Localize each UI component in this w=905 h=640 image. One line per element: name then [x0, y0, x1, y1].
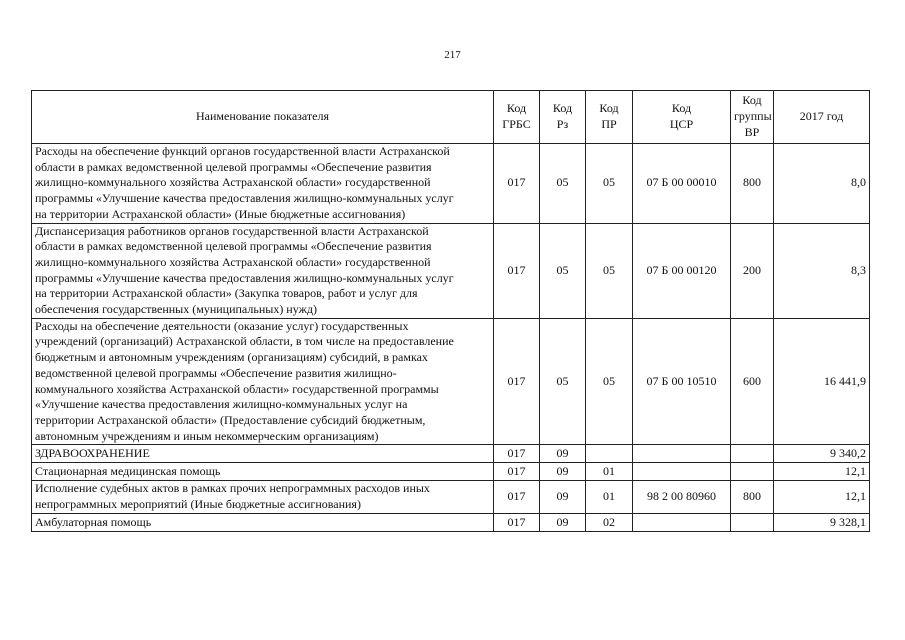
- cell-grbs: 017: [494, 513, 540, 531]
- cell-csr: 07 Б 00 10510: [633, 318, 731, 445]
- budget-table: [31, 90, 870, 532]
- cell-vr: 800: [731, 481, 774, 513]
- table-row: [32, 445, 870, 463]
- row-description: Расходы на обеспечение деятельности (оказание услуг) государственных учреждений (организаций) Астраханской области, в том числе на предоставление бюджетным и автономным учреждениям (организациям) субсидий, в рамках ведомственной целевой программы «Обеспечение развития жилищно- коммунального хозяйства Астраханской области» государственной программы «Улучшение качества предоставления жилищно-коммунальных услуг на территории Астраханской области» (Предоставление субсидий бюджетным, автономным учреждениям и иным некоммерческим организациям): [32, 318, 494, 445]
- table-row: [32, 223, 870, 318]
- cell-csr: [633, 513, 731, 531]
- cell-amount: 12,1: [774, 481, 870, 513]
- header-vr: Код группы ВР: [731, 91, 774, 144]
- cell-pr: 05: [586, 223, 633, 318]
- row-description: Расходы на обеспечение функций органов государственной власти Астраханской области в рамках ведомственной целевой программы «Обеспечение развития жилищно-коммунального хозяйства Астраханской области» государственной программы «Улучшение качества предоставления жилищно-коммунальных услуг на территории Астраханской области» (Иные бюджетные ассигнования): [32, 144, 494, 224]
- cell-vr: [731, 463, 774, 481]
- cell-vr: 600: [731, 318, 774, 445]
- cell-pr: 05: [586, 318, 633, 445]
- cell-rz: 09: [540, 513, 586, 531]
- cell-grbs: 017: [494, 144, 540, 224]
- cell-grbs: 017: [494, 481, 540, 513]
- table-header-row: [32, 91, 870, 144]
- row-description: Исполнение судебных актов в рамках прочих непрограммных расходов иных непрограммных мероприятий (Иные бюджетные ассигнования): [32, 481, 494, 513]
- header-csr: Код ЦСР: [633, 91, 731, 144]
- header-grbs: Код ГРБС: [494, 91, 540, 144]
- row-description: ЗДРАВООХРАНЕНИЕ: [32, 445, 494, 463]
- table-row: [32, 463, 870, 481]
- row-description: Амбулаторная помощь: [32, 513, 494, 531]
- cell-rz: 09: [540, 445, 586, 463]
- cell-grbs: 017: [494, 445, 540, 463]
- header-year: 2017 год: [774, 91, 870, 144]
- cell-vr: 200: [731, 223, 774, 318]
- row-description: Стационарная медицинская помощь: [32, 463, 494, 481]
- cell-rz: 09: [540, 463, 586, 481]
- header-pr: Код ПР: [586, 91, 633, 144]
- cell-rz: 05: [540, 144, 586, 224]
- cell-pr: [586, 445, 633, 463]
- cell-amount: 16 441,9: [774, 318, 870, 445]
- table-row: [32, 481, 870, 513]
- cell-amount: 12,1: [774, 463, 870, 481]
- cell-amount: 8,3: [774, 223, 870, 318]
- cell-vr: [731, 513, 774, 531]
- table-row: [32, 318, 870, 445]
- cell-vr: [731, 445, 774, 463]
- cell-grbs: 017: [494, 463, 540, 481]
- table-row: [32, 513, 870, 531]
- table-row: [32, 144, 870, 224]
- cell-csr: 07 Б 00 00010: [633, 144, 731, 224]
- cell-pr: 05: [586, 144, 633, 224]
- cell-rz: 05: [540, 223, 586, 318]
- header-rz: Код Рз: [540, 91, 586, 144]
- cell-rz: 09: [540, 481, 586, 513]
- cell-csr: 98 2 00 80960: [633, 481, 731, 513]
- cell-csr: [633, 463, 731, 481]
- cell-amount: 9 328,1: [774, 513, 870, 531]
- cell-grbs: 017: [494, 223, 540, 318]
- cell-grbs: 017: [494, 318, 540, 445]
- cell-pr: 01: [586, 481, 633, 513]
- cell-csr: [633, 445, 731, 463]
- cell-amount: 9 340,2: [774, 445, 870, 463]
- cell-vr: 800: [731, 144, 774, 224]
- cell-rz: 05: [540, 318, 586, 445]
- cell-amount: 8,0: [774, 144, 870, 224]
- page-number: 217: [444, 49, 461, 61]
- header-name: Наименование показателя: [32, 91, 494, 144]
- row-description: Диспансеризация работников органов государственной власти Астраханской области в рамках ведомственной целевой программы «Обеспечение развития жилищно-коммунального хозяйства Астраханской области» государственной программы «Улучшение качества предоставления жилищно-коммунальных услуг на территории Астраханской области» (Закупка товаров, работ и услуг для обеспечения государственных (муниципальных) нужд): [32, 223, 494, 318]
- cell-pr: 01: [586, 463, 633, 481]
- cell-csr: 07 Б 00 00120: [633, 223, 731, 318]
- cell-pr: 02: [586, 513, 633, 531]
